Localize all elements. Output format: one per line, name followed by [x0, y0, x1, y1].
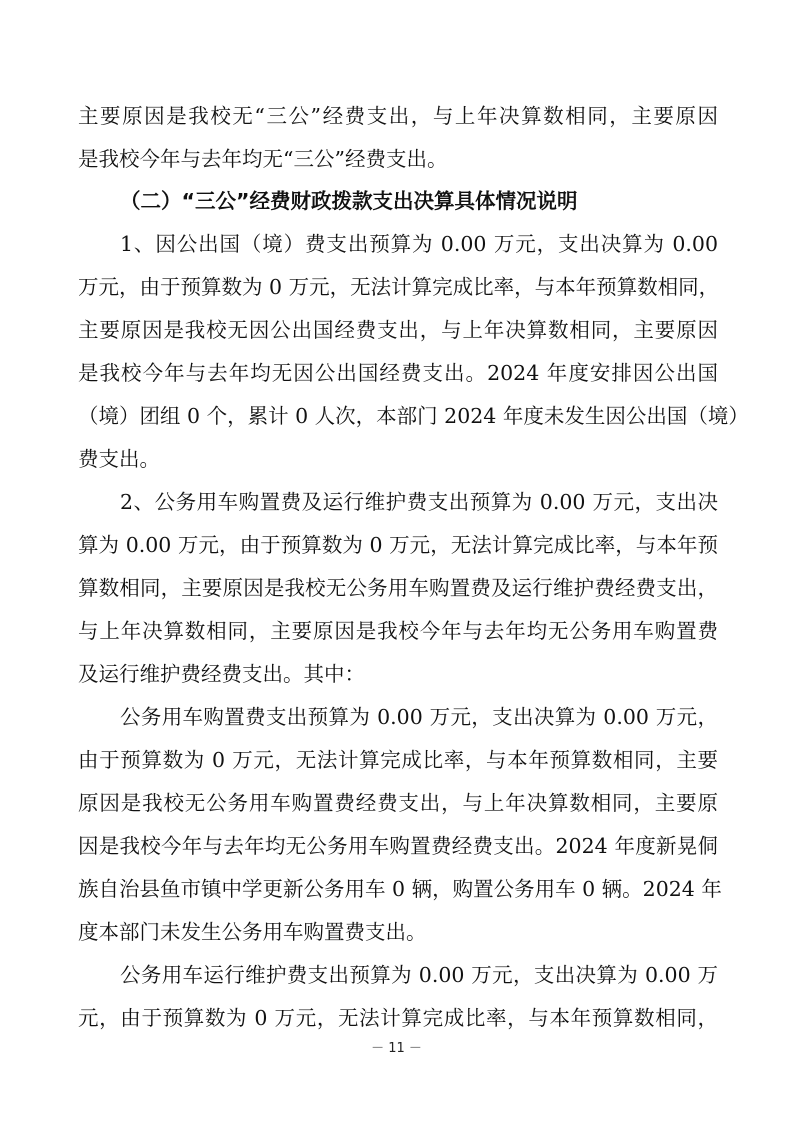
- body-text-line: 2、公务用车购置费及运行维护费支出预算为 0.00 万元，支出决: [120, 490, 718, 514]
- body-text-line: 因是我校今年与去年均无公务用车购置费经费支出。2024 年度新晃侗: [78, 834, 718, 858]
- body-text-line: 公务用车运行维护费支出预算为 0.00 万元，支出决算为 0.00 万: [120, 963, 718, 987]
- body-text-line: 度本部门未发生公务用车购置费支出。: [78, 920, 427, 944]
- body-text-line: 主要原因是我校无“三公”经费支出，与上年决算数相同，主要原因: [78, 104, 718, 128]
- body-text-line: 万元，由于预算数为 0 万元，无法计算完成比率，与本年预算数相同，: [78, 275, 720, 299]
- body-text-line: 是我校今年与去年均无因公出国经费支出。2024 年度安排因公出国: [78, 361, 718, 385]
- section-heading: （二）“三公”经费财政拨款支出决算具体情况说明: [120, 189, 578, 213]
- body-text-line: 与上年决算数相同，主要原因是我校今年与去年均无公务用车购置费: [78, 619, 718, 643]
- body-text-line: 原因是我校无公务用车购置费经费支出，与上年决算数相同，主要原: [78, 791, 718, 815]
- page-number: － 11 －: [371, 1041, 422, 1056]
- body-text-line: 族自治县鱼市镇中学更新公务用车 0 辆，购置公务用车 0 辆。2024 年: [78, 877, 722, 901]
- body-text-line: 元，由于预算数为 0 万元，无法计算完成比率，与本年预算数相同，: [78, 1006, 718, 1030]
- body-text-line: （境）团组 0 个，累计 0 人次，本部门 2024 年度未发生因公出国（境）: [78, 404, 749, 428]
- body-text-line: 由于预算数为 0 万元，无法计算完成比率，与本年预算数相同，主要: [78, 748, 718, 772]
- body-text-line: 算数相同，主要原因是我校无公务用车购置费及运行维护费经费支出，: [78, 576, 718, 600]
- body-text-line: 费支出。: [78, 447, 160, 471]
- body-text-line: 1、因公出国（境）费支出预算为 0.00 万元，支出决算为 0.00: [120, 232, 718, 256]
- body-text-line: 是我校今年与去年均无“三公”经费支出。: [78, 147, 448, 171]
- body-text-line: 公务用车购置费支出预算为 0.00 万元，支出决算为 0.00 万元，: [120, 705, 718, 729]
- body-text-line: 算为 0.00 万元，由于预算数为 0 万元，无法计算完成比率，与本年预: [78, 533, 718, 557]
- body-text-line: 及运行维护费经费支出。其中：: [78, 662, 365, 686]
- body-text-line: 主要原因是我校无因公出国经费支出，与上年决算数相同，主要原因: [78, 318, 718, 342]
